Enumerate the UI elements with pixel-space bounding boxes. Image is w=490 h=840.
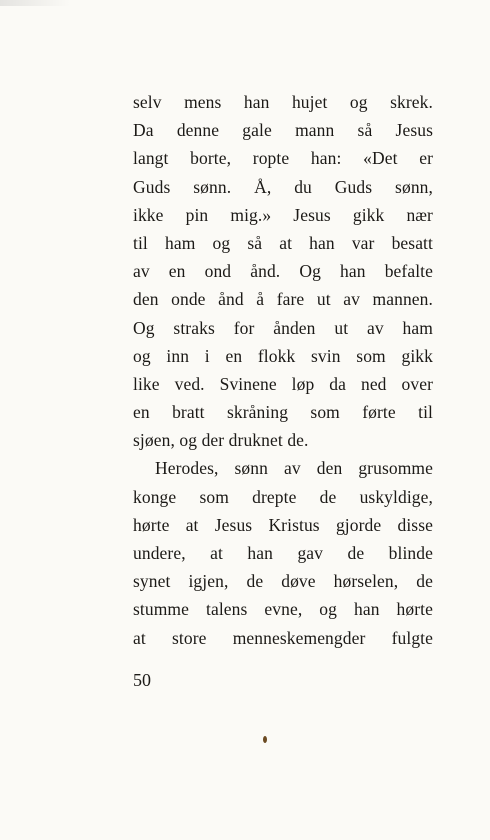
text-line: selv mens han hujet og skrek. bbox=[133, 92, 433, 112]
text-line: en bratt skråning som førte til bbox=[133, 402, 433, 423]
text-line: Da denne gale mann så Jesus bbox=[133, 120, 433, 141]
text-line: synet igjen, de døve hørselen, de bbox=[133, 571, 433, 592]
text-line: sjøen, og der druknet de. bbox=[133, 430, 309, 451]
text-line: undere, at han gav de blinde bbox=[133, 543, 433, 563]
text-line: like ved. Svinene løp da ned over bbox=[133, 373, 433, 394]
text-line: hørte at Jesus Kristus gjorde disse bbox=[133, 514, 433, 535]
scan-smudge bbox=[0, 0, 70, 6]
text-line: stumme talens evne, og han hørte bbox=[133, 599, 433, 620]
text-line: Herodes, sønn av den grusomme bbox=[155, 458, 433, 479]
text-line: langt borte, ropte han: «Det er bbox=[133, 148, 433, 169]
text-line: Og straks for ånden ut av ham bbox=[133, 317, 433, 338]
text-line: Guds sønn. Å, du Guds sønn, bbox=[133, 176, 433, 197]
text-line: av en ond ånd. Og han befalte bbox=[133, 261, 433, 282]
text-line: den onde ånd å fare ut av mannen. bbox=[133, 289, 433, 310]
body-text bbox=[133, 88, 433, 652]
text-line: til ham og så at han var besatt bbox=[133, 232, 433, 253]
ink-speck bbox=[263, 736, 267, 743]
text-line: og inn i en flokk svin som gikk bbox=[133, 345, 433, 366]
page-number: 50 bbox=[133, 670, 151, 690]
text-line: at store menneskemengder fulgte bbox=[133, 627, 433, 648]
text-line: ikke pin mig.» Jesus gikk nær bbox=[133, 204, 433, 225]
text-line: konge som drepte de uskyldige, bbox=[133, 486, 433, 507]
